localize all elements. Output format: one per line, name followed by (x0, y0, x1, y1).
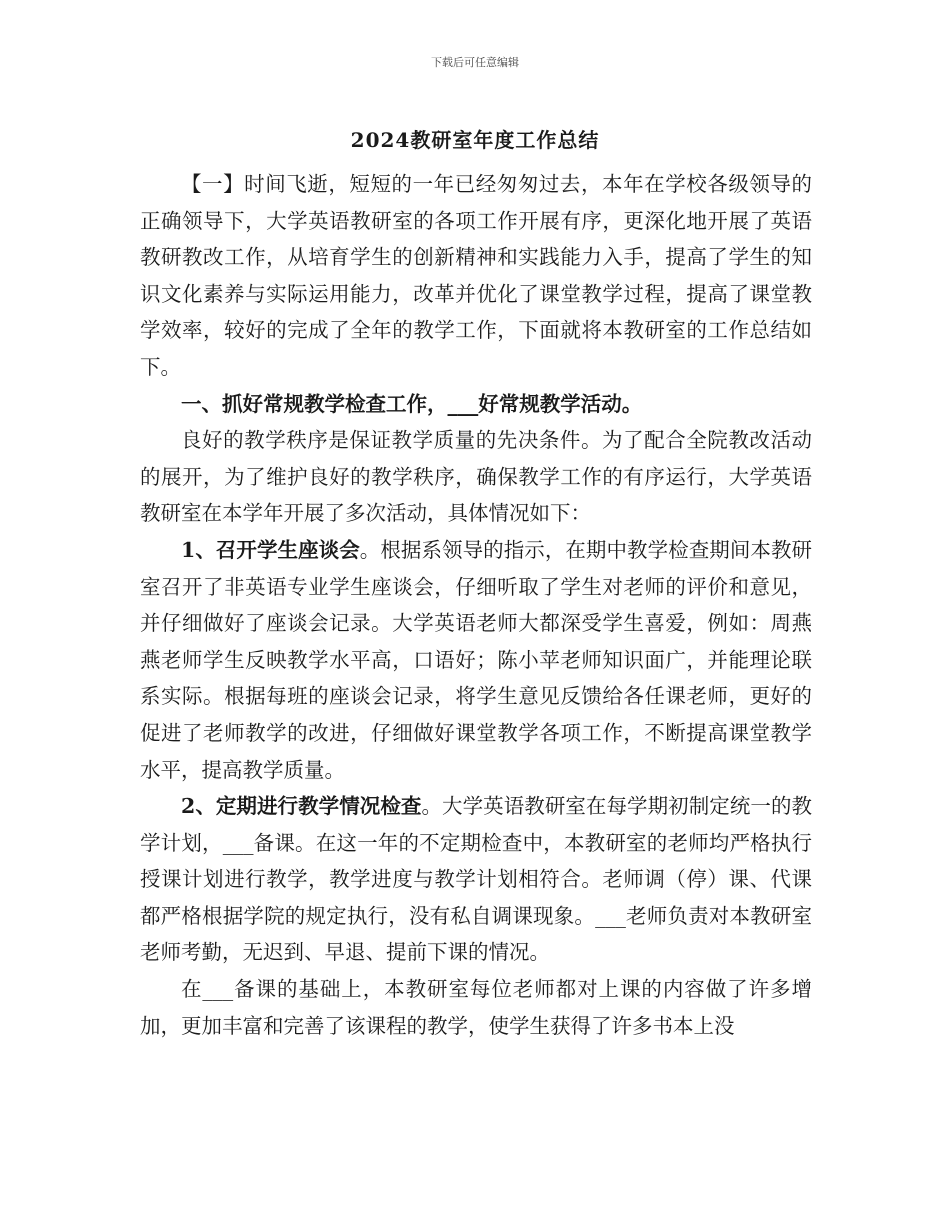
section-heading-1: 一、抓好常规教学检查工作，___好常规教学活动。 (181, 391, 643, 416)
item-1-lead: 1、召开学生座谈会 (181, 537, 360, 562)
paragraph-intro: 【一】时间飞逝，短短的一年已经匆匆过去，本年在学校各级领导的正确领导下，大学英语教研室的各项工作开展有序，更深化地开展了英语教研教改工作，从培育学生的创新精神和实践能力入手，提高了学生的知识文化素养与实际运用能力，改革并优化了课堂教学过程，提高了课堂教学效率，较好的完成了全年的教学工作，下面就将本教研室的工作总结如下。 (140, 172, 812, 379)
header-note: 下载后可任意编辑 (431, 56, 519, 69)
document-title: 2024教研室年度工作总结 (350, 128, 600, 152)
item-2-lead: 2、定期进行教学情况检查 (181, 794, 422, 819)
item-1-text: 。根据系领导的指示，在期中教学检查期间本教研室召开了非英语专业学生座谈会，仔细听取了学生对老师的评价和意见，并仔细做好了座谈会记录。大学英语老师大都深受学生喜爱，例如：周燕燕老师学生反映教学水平高，口语好；陈小苹老师知识面广，并能理论联系实际。根据每班的座谈会记录，将学生意见反馈给各任课老师，更好的促进了老师教学的改进，仔细做好课堂教学各项工作，不断提高课堂教学水平，提高教学质量。 (140, 537, 813, 782)
paragraph-preparation: 在___备课的基础上，本教研室每位老师都对上课的内容做了许多增加，更加丰富和完善了该课程的教学，使学生获得了许多书本上没 (140, 977, 812, 1038)
paragraph-item-1 (140, 532, 812, 788)
document-body (140, 166, 812, 1044)
paragraph-item-2 (140, 788, 812, 971)
paragraph-order: 良好的教学秩序是保证教学质量的先决条件。为了配合全院教改活动的展开，为了维护良好的教学秩序，确保教学工作的有序运行，大学英语教研室在本学年开展了多次活动，具体情况如下： (140, 428, 812, 526)
item-2-text: 。大学英语教研室在每学期初制定统一的教学计划，___备课。在这一年的不定期检查中，本教研室的老师均严格执行授课计划进行教学，教学进度与教学计划相符合。老师调（停）课、代课都严格根据学院的规定执行，没有私自调课现象。___老师负责对本教研室老师考勤，无迟到、早退、提前下课的情况。 (140, 794, 813, 965)
